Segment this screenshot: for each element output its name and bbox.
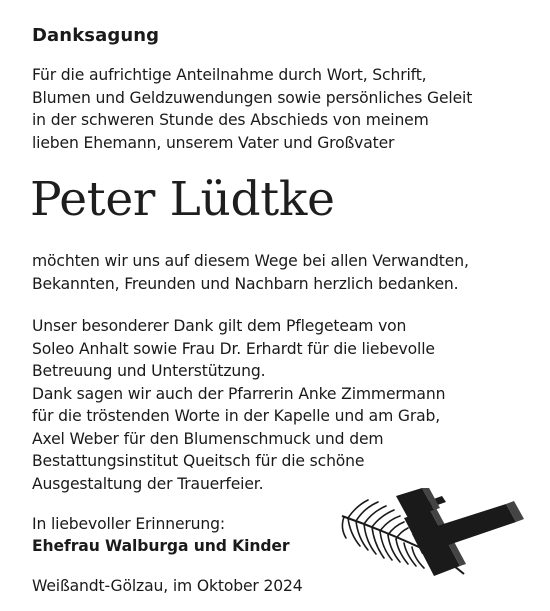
signature: Ehefrau Walburga und Kinder	[32, 537, 290, 555]
place-date: Weißandt-Gölzau, im Oktober 2024	[32, 577, 303, 595]
special-thanks-line: Dank sagen wir auch der Pfarrerin Anke Zimmermann	[32, 384, 446, 403]
special-thanks-line: Axel Weber für den Blumenschmuck und dem	[32, 429, 384, 448]
thanks-paragraph	[32, 250, 469, 295]
special-thanks-line: Soleo Anhalt sowie Frau Dr. Erhardt für die liebevolle	[32, 339, 435, 358]
cross-with-palm-frond-icon	[338, 488, 528, 583]
notice-heading: Danksagung	[32, 25, 160, 46]
thanks-line: möchten wir uns auf diesem Wege bei allen Verwandten,	[32, 252, 469, 270]
intro-line: in der schweren Stunde des Abschieds von meinem	[32, 111, 429, 129]
intro-line: lieben Ehemann, unserem Vater und Großvater	[32, 133, 395, 152]
special-thanks-line: Unser besonderer Dank gilt dem Pflegeteam von	[32, 317, 407, 335]
special-thanks-line: Bestattungsinstitut Queitsch für die schöne	[32, 452, 365, 470]
intro-line: Blumen und Geldzuwendungen sowie persönliches Geleit	[32, 88, 473, 107]
special-thanks-line: Ausgestaltung der Trauerfeier.	[32, 474, 264, 493]
deceased-name: Peter Lüdtke	[30, 172, 335, 227]
special-thanks-line: für die tröstenden Worte in der Kapelle und am Grab,	[32, 407, 441, 425]
intro-paragraph	[32, 64, 472, 154]
remembrance-line: In liebevoller Erinnerung:	[32, 515, 225, 533]
special-thanks-paragraph	[32, 315, 445, 495]
thanks-line: Bekannten, Freunden und Nachbarn herzlich bedanken.	[32, 274, 459, 293]
intro-line: Für die aufrichtige Anteilnahme durch Wort, Schrift,	[32, 66, 427, 84]
special-thanks-line: Betreuung und Unterstützung.	[32, 362, 266, 380]
